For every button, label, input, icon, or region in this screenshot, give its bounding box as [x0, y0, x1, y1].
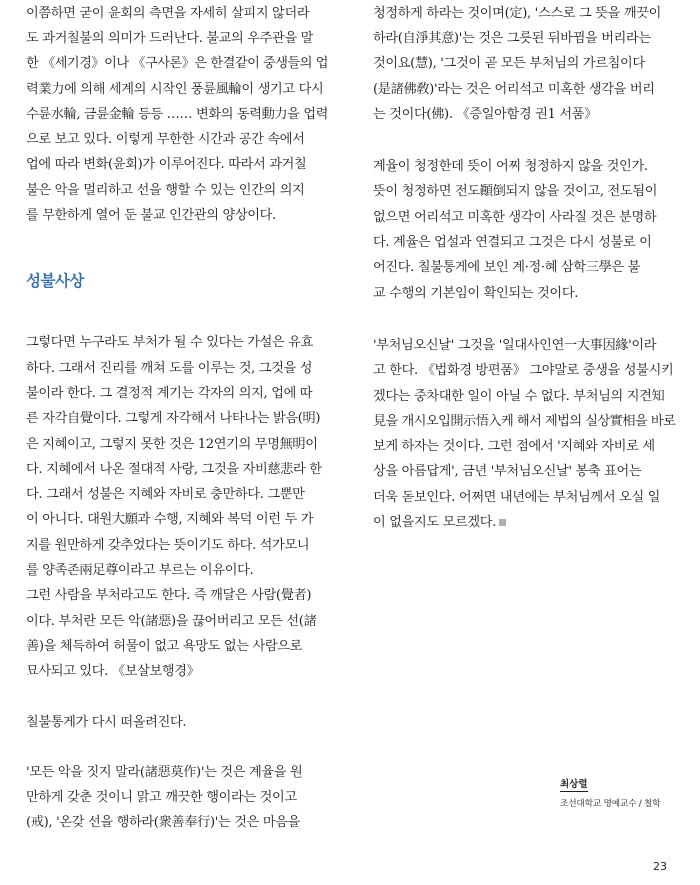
text-line: 다. 지혜에서 나온 절대적 사랑, 그것을 자비慈悲라 한 [26, 461, 322, 477]
end-mark-icon [499, 519, 506, 526]
author-affiliation: 조선대학교 명예교수 / 철학 [560, 799, 661, 809]
text-line: 보게 하자는 것이다. 그런 점에서 '지혜와 자비로 세 [373, 439, 655, 455]
quote-paragraph [26, 760, 328, 836]
closing-intro: 칠불통게가 다시 떠올려진다. [26, 714, 187, 730]
text-line: 이다. 부처란 모든 악(諸惡)을 끊어버리고 모든 선(諸 [26, 613, 317, 629]
author-name: 최상렬 [560, 776, 588, 792]
text-line: '모든 악을 짓지 말라(諸惡莫作)'는 것은 계율을 원 [26, 764, 303, 780]
text-line: 것이요(慧), '그것이 곧 모든 부처님의 가르침이다 [373, 56, 645, 72]
text-line: 불은 악을 멀리하고 선을 행할 수 있는 인간의 의지 [26, 182, 305, 198]
text-line: 불이라 한다. 그 결정적 계기는 각자의 의지, 업에 따 [26, 385, 313, 401]
text-line: 지를 원만하게 갖추었다는 뜻이기도 하다. 석가모니 [26, 537, 310, 553]
paragraph-2 [373, 154, 675, 306]
text-line: 를 양족존兩足尊이라고 부르는 이유이다. [26, 563, 254, 579]
text-line: 만하게 갖춘 것이니 맑고 깨끗한 행이라는 것이고 [26, 790, 297, 806]
text-line: 고 한다. 《법화경 방편품》 그야말로 중생을 성불시키 [373, 363, 674, 379]
text-line: 도 과거칠불의 의미가 드러난다. 불교의 우주관을 말 [26, 30, 314, 46]
text-line [373, 510, 675, 535]
text-line: 은 지혜이고, 그렇지 못한 것은 12연기의 무명無明이 [26, 436, 318, 452]
section-title: 성불사상 [26, 272, 84, 291]
text-line: 다. 계율은 업설과 연결되고 그것은 다시 성불로 이 [373, 235, 652, 251]
text-line: 하다. 그래서 진리를 깨쳐 도를 이루는 것, 그것을 성 [26, 360, 313, 376]
text-line: 다. 그래서 성불은 지혜와 자비로 충만하다. 그뿐만 [26, 487, 305, 503]
intro-paragraph [26, 1, 328, 229]
text-line: 이쯤하면 굳이 윤회의 측면을 자세히 살피지 않더라 [26, 5, 310, 21]
text-line: 見을 개시오입開示悟入케 해서 제법의 실상實相을 바로 [373, 413, 676, 429]
text-line: 어진다. 칠불통게에 보인 계·정·혜 삼학三學은 불 [373, 260, 641, 276]
right-column [373, 0, 675, 535]
text-line: 력業力에 의해 세계의 시작인 풍륜風輪이 생기고 다시 [26, 81, 324, 97]
author-block [560, 772, 660, 809]
last-line-text: 이 없을지도 모르겠다. [373, 515, 497, 531]
text-line: 그렇다면 누구라도 부처가 될 수 있다는 가설은 유효 [26, 335, 314, 351]
text-line: 善)을 체득하여 허물이 없고 욕망도 없는 사람으로 [26, 638, 303, 654]
text-line: (是諸佛敎)'라는 것은 어리석고 미혹한 생각을 버리 [373, 81, 655, 97]
text-line: 청정하게 하라는 것이며(定), '스스로 그 뜻을 깨끗이 [373, 5, 661, 21]
text-line: 계율이 청정한데 뜻이 어찌 청정하지 않을 것인가. [373, 159, 648, 175]
text-line: 를 무한하게 열어 둔 불교 인간관의 양상이다. [26, 208, 276, 224]
text-line: 한 《세기경》이나 《구사론》은 한결같이 중생들의 업 [26, 56, 328, 72]
text-line: 이 아니다. 대원大願과 수행, 지혜와 복덕 이런 두 가 [26, 512, 314, 528]
text-line: 업에 따라 변화(윤회)가 이루어진다. 따라서 과거칠 [26, 157, 307, 173]
text-line: 하라(自淨其意)'는 것은 그릇된 뒤바뀜을 버리라는 [373, 30, 651, 46]
text-line: 더욱 돋보인다. 어쩌면 내년에는 부처님께서 오실 일 [373, 489, 661, 505]
page-number: 23 [653, 860, 667, 873]
text-line: 묘사되고 있다. 《보살보행경》 [26, 664, 200, 680]
text-line: 수륜水輪, 금륜金輪 등등 …… 변화의 동력動力을 업력 [26, 106, 329, 122]
text-line: (戒), '온갖 선을 행하라(衆善奉行)'는 것은 마음을 [26, 815, 301, 831]
text-line: 그런 사람을 부처라고도 한다. 즉 깨달은 사람(覺者) [26, 588, 312, 604]
text-line: 겠다는 중차대한 일이 아닐 수 없다. 부처님의 지견知 [373, 388, 665, 404]
body-paragraph [26, 330, 328, 684]
text-line: 으로 보고 있다. 이렇게 무한한 시간과 공간 속에서 [26, 132, 305, 148]
left-column [26, 0, 328, 836]
text-line: 교 수행의 기본임이 확인되는 것이다. [373, 285, 579, 301]
text-line: 른 자각自覺이다. 그렇게 자각해서 나타나는 밝음(明) [26, 411, 321, 427]
paragraph-3 [373, 333, 675, 535]
text-line: '부처님오신날' 그것을 '일대사인연一大事因緣'이라 [373, 337, 657, 353]
text-line: 뜻이 청정하면 전도顚倒되지 않을 것이고, 전도됨이 [373, 184, 658, 200]
text-line: 상을 아름답게', 금년 '부처님오신날' 봉축 표어는 [373, 464, 642, 480]
paragraph-1 [373, 1, 675, 127]
text-line: 는 것이다(佛). 《증일아함경 권1 서품》 [373, 106, 598, 122]
text-line: 없으면 어리석고 미혹한 생각이 사라질 것은 분명하 [373, 209, 657, 225]
